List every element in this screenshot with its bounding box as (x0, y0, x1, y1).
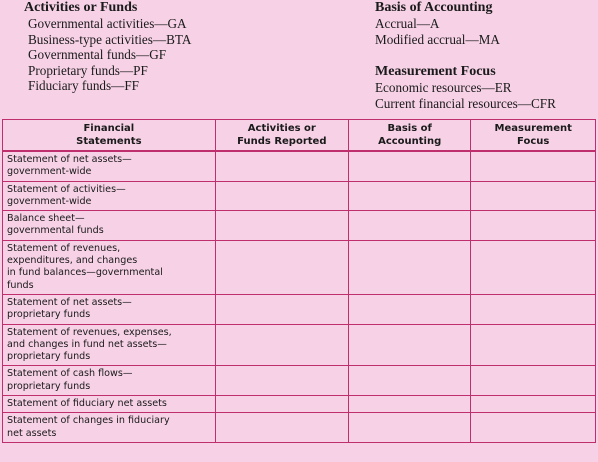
basis-answer-cell[interactable] (348, 294, 470, 324)
table-row (3, 181, 596, 211)
statement-line: government-wide (7, 166, 92, 178)
legend-item: Accrual—A (375, 16, 440, 31)
header-line: Basis of (387, 123, 432, 134)
header-line: Measurement (494, 123, 572, 134)
activities-answer-cell[interactable] (215, 413, 348, 443)
statement-line: funds (7, 279, 34, 291)
focus-answer-cell[interactable] (471, 324, 596, 366)
statement-line: Statement of revenues, (7, 242, 121, 254)
header-measurement-focus (471, 120, 596, 152)
focus-answer-cell[interactable] (471, 396, 596, 413)
activities-answer-cell[interactable] (215, 396, 348, 413)
table-row (3, 294, 596, 324)
focus-answer-cell[interactable] (471, 181, 596, 211)
table-row (3, 366, 596, 396)
header-line: Activities or (247, 123, 316, 134)
legend-item: Governmental activities—GA (28, 16, 187, 31)
legend-item: Modified accrual—MA (375, 31, 500, 47)
activities-answer-cell[interactable] (215, 324, 348, 366)
table-row (3, 151, 596, 181)
legend-heading: Measurement Focus (375, 64, 496, 79)
statement-line: Statement of net assets— (7, 296, 132, 308)
legend-activities-or-funds (24, 0, 192, 94)
statement-line: Statement of revenues, expenses, (7, 326, 172, 338)
statement-cell (3, 181, 216, 211)
header-financial-statements (3, 120, 216, 152)
statement-line: governmental funds (7, 225, 104, 237)
basis-answer-cell[interactable] (348, 324, 470, 366)
legend-item: Fiduciary funds—FF (28, 78, 139, 94)
focus-answer-cell[interactable] (471, 211, 596, 241)
statement-cell (3, 240, 216, 294)
header-line: Funds Reported (237, 136, 327, 147)
header-activities-or-funds (215, 120, 348, 152)
header-line: Accounting (378, 136, 442, 147)
header-line: Statements (76, 136, 142, 147)
activities-answer-cell[interactable] (215, 211, 348, 241)
statement-line: proprietary funds (7, 380, 91, 392)
statement-line: proprietary funds (7, 351, 91, 363)
focus-answer-cell[interactable] (471, 151, 596, 181)
statement-line: and changes in fund net assets— (7, 338, 167, 350)
focus-answer-cell[interactable] (471, 240, 596, 294)
statement-line: Statement of cash flows— (7, 368, 133, 380)
statement-cell (3, 366, 216, 396)
table-row (3, 240, 596, 294)
statement-line: expenditures, and changes (7, 255, 138, 267)
header-line: Focus (517, 136, 550, 147)
legend-heading: Basis of Accounting (375, 0, 493, 15)
activities-answer-cell[interactable] (215, 366, 348, 396)
table-row (3, 413, 596, 443)
focus-answer-cell[interactable] (471, 413, 596, 443)
basis-answer-cell[interactable] (348, 396, 470, 413)
legend-basis-of-accounting (375, 0, 500, 47)
statement-line: Balance sheet— (7, 213, 85, 225)
statement-cell (3, 151, 216, 181)
statements-table (2, 119, 596, 443)
table-row (3, 396, 596, 413)
legend-measurement-focus (375, 64, 556, 111)
basis-answer-cell[interactable] (348, 240, 470, 294)
statement-line: proprietary funds (7, 309, 91, 321)
focus-answer-cell[interactable] (471, 294, 596, 324)
statement-line: net assets (7, 427, 57, 439)
header-basis-of-accounting (348, 120, 470, 152)
activities-answer-cell[interactable] (215, 181, 348, 211)
legend-heading: Activities or Funds (24, 0, 138, 15)
legend-item: Governmental funds—GF (28, 47, 167, 63)
statement-line: Statement of changes in fiduciary (7, 415, 170, 427)
legend-item: Proprietary funds—PF (28, 62, 148, 78)
statement-line: in fund balances—governmental (7, 267, 163, 279)
basis-answer-cell[interactable] (348, 413, 470, 443)
activities-answer-cell[interactable] (215, 151, 348, 181)
legend-item: Business-type activities—BTA (28, 31, 192, 47)
statement-line: government-wide (7, 195, 92, 207)
statement-line: Statement of activities— (7, 183, 126, 195)
activities-answer-cell[interactable] (215, 240, 348, 294)
statement-line: Statement of fiduciary net assets (7, 398, 167, 410)
legend-item: Economic resources—ER (375, 80, 512, 95)
statement-cell (3, 294, 216, 324)
activities-answer-cell[interactable] (215, 294, 348, 324)
legend-item: Current financial resources—CFR (375, 95, 556, 111)
statement-cell (3, 413, 216, 443)
statement-cell (3, 211, 216, 241)
basis-answer-cell[interactable] (348, 366, 470, 396)
basis-answer-cell[interactable] (348, 151, 470, 181)
statement-cell (3, 396, 216, 413)
header-line: Financial (83, 123, 135, 134)
basis-answer-cell[interactable] (348, 181, 470, 211)
focus-answer-cell[interactable] (471, 366, 596, 396)
statement-line: Statement of net assets— (7, 154, 132, 165)
basis-answer-cell[interactable] (348, 211, 470, 241)
statement-cell (3, 324, 216, 366)
table-header-row (3, 120, 596, 152)
table-row (3, 324, 596, 366)
table-row (3, 211, 596, 241)
